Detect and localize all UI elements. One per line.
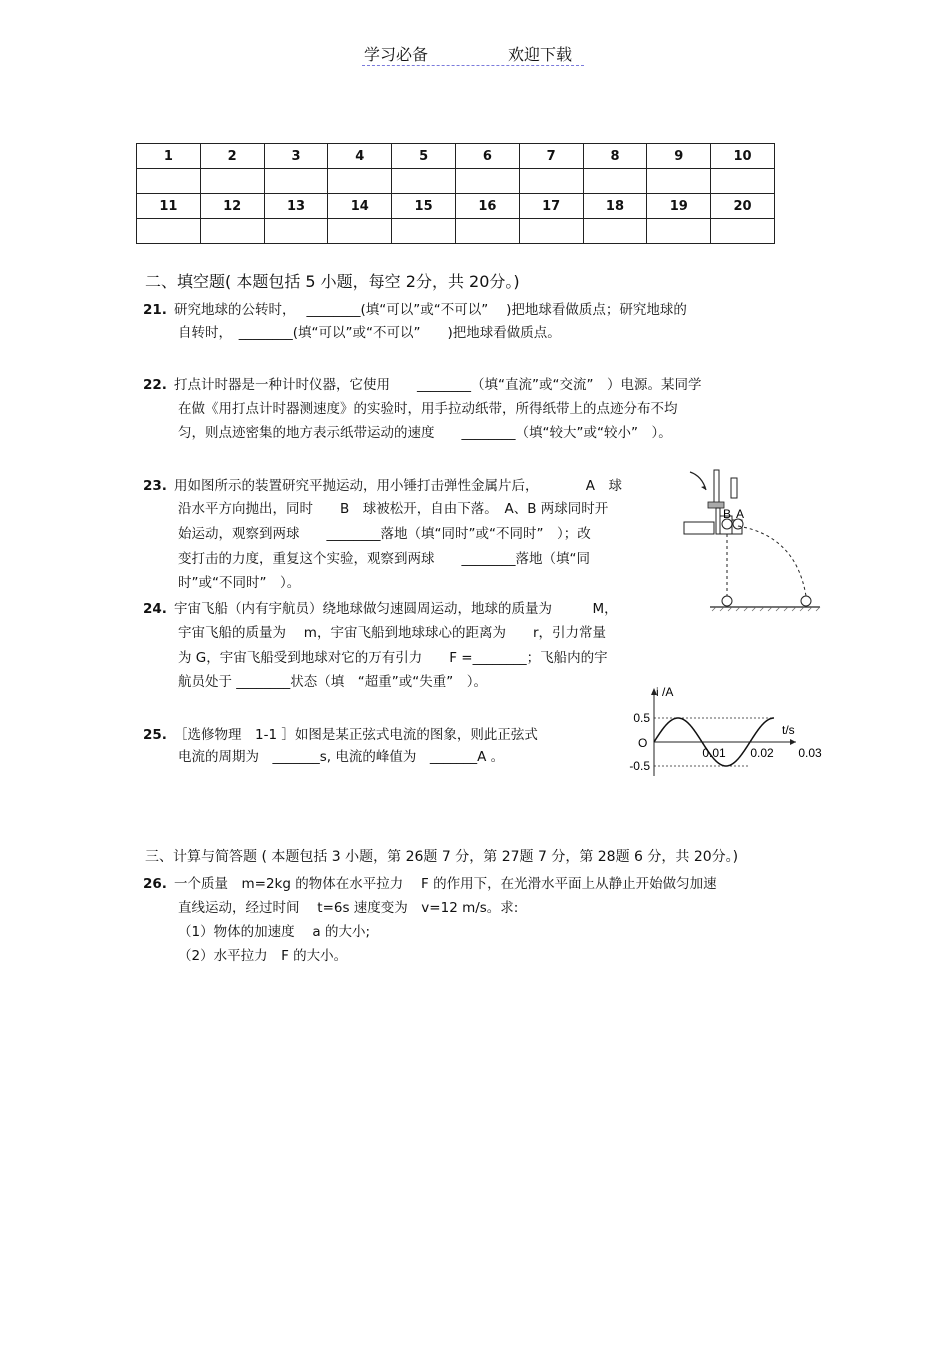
x-tick-label: 0.01 xyxy=(702,746,726,760)
answer-cell[interactable] xyxy=(583,169,647,194)
answer-cell[interactable] xyxy=(200,219,264,244)
answer-cell[interactable] xyxy=(711,169,775,194)
answer-cell[interactable] xyxy=(519,169,583,194)
header-left: 学习必备 xyxy=(364,45,429,64)
q23-line5: 时”或“不同时” ）。 xyxy=(178,575,301,591)
q23-line3: 始运动，观察到两球 ________落地（填“同时”或“不同时” ）；改 xyxy=(178,526,591,542)
answer-header-cell: 19 xyxy=(647,194,711,219)
page-header xyxy=(362,42,584,66)
answer-row-numbers-2 xyxy=(137,194,775,219)
q23-number: 23. xyxy=(143,478,167,494)
answer-header-cell: 15 xyxy=(392,194,456,219)
q21-line2: 自转时， ________(填“可以”或“不可以” )把地球看做质点。 xyxy=(178,325,561,341)
answer-header-cell: 13 xyxy=(264,194,328,219)
answer-cell[interactable] xyxy=(519,219,583,244)
q24-line1: 宇宙飞船（内有宇航员）绕地球做匀速圆周运动，地球的质量为 M， xyxy=(174,601,618,617)
answer-cell[interactable] xyxy=(137,219,201,244)
answer-table xyxy=(136,143,775,244)
q26-part2: （2）水平拉力 F 的大小。 xyxy=(178,948,348,964)
header-right: 欢迎下载 xyxy=(508,45,573,64)
q21-number: 21. xyxy=(143,302,167,318)
y-tick-label: -0.5 xyxy=(629,759,650,773)
answer-cell[interactable] xyxy=(328,169,392,194)
q22-line2: 在做《用打点计时器测速度》的实验时，用手拉动纸带，所得纸带上的点迹分布不均 xyxy=(178,401,678,417)
q24-number: 24. xyxy=(143,601,167,617)
answer-header-cell: 6 xyxy=(455,144,519,169)
answer-cell[interactable] xyxy=(264,219,328,244)
q26-part1: （1）物体的加速度 a 的大小; xyxy=(178,924,370,940)
answer-header-cell: 14 xyxy=(328,194,392,219)
answer-row-blank-2 xyxy=(137,219,775,244)
sine-current-chart xyxy=(620,684,822,784)
answer-header-cell: 10 xyxy=(711,144,775,169)
q24-line2: 宇宙飞船的质量为 m，宇宙飞船到地球球心的距离为 r，引力常量 xyxy=(178,625,606,641)
x-axis-arrow xyxy=(790,739,796,745)
answer-cell[interactable] xyxy=(328,219,392,244)
answer-cell[interactable] xyxy=(392,219,456,244)
y-tick-label: 0.5 xyxy=(633,711,650,725)
answer-header-cell: 20 xyxy=(711,194,775,219)
answer-header-cell: 1 xyxy=(137,144,201,169)
section2-title: 二、填空题( 本题包括 5 小题，每空 2分，共 20分。) xyxy=(145,272,520,291)
q21-line1: 研究地球的公转时， ________(填“可以”或“不可以” )把地球看做质点；研究地球的 xyxy=(174,302,687,318)
q25-number: 25. xyxy=(143,727,167,743)
answer-header-cell: 16 xyxy=(455,194,519,219)
y-axis-label: i /A xyxy=(656,685,674,699)
x-tick-label: 0.03 xyxy=(798,746,822,760)
answer-cell[interactable] xyxy=(647,169,711,194)
answer-header-cell: 7 xyxy=(519,144,583,169)
answer-row-numbers-1 xyxy=(137,144,775,169)
answer-row-blank-1 xyxy=(137,169,775,194)
answer-cell[interactable] xyxy=(455,219,519,244)
origin-label: O xyxy=(638,736,648,750)
q25-line2: 电流的周期为 _______s, 电流的峰值为 _______A 。 xyxy=(178,749,505,765)
answer-header-cell: 3 xyxy=(264,144,328,169)
answer-header-cell: 8 xyxy=(583,144,647,169)
fig-label-a: A xyxy=(736,507,745,521)
answer-header-cell: 11 xyxy=(137,194,201,219)
x-axis-label: t/s xyxy=(782,723,795,737)
answer-header-cell: 17 xyxy=(519,194,583,219)
q22-line1: 打点计时器是一种计时仪器，它使用 ________（填“直流”或“交流” ）电源。某同学 xyxy=(174,377,702,393)
answer-header-cell: 9 xyxy=(647,144,711,169)
q23-line2: 沿水平方向抛出，同时 B 球被松开，自由下落。 A、B 两球同时开 xyxy=(178,501,609,517)
q26-line2: 直线运动，经过时间 t=6s 速度变为 v=12 m/s。求: xyxy=(178,900,519,916)
q25-line1: ［选修物理 1-1 ］如图是某正弦式电流的图象，则此正弦式 xyxy=(174,727,538,743)
q23-line1: 用如图所示的装置研究平抛运动，用小锤打击弹性金属片后， A 球 xyxy=(174,478,622,494)
answer-cell[interactable] xyxy=(455,169,519,194)
q23-line4: 变打击的力度，重复这个实验，观察到两球 ________落地（填“同 xyxy=(178,551,590,567)
answer-cell[interactable] xyxy=(200,169,264,194)
q26-number: 26. xyxy=(143,876,167,892)
q22-line3: 匀，则点迹密集的地方表示纸带运动的速度 ________（填“较大”或“较小” ）。 xyxy=(178,425,672,441)
fig-label-b: B xyxy=(723,507,732,521)
answer-cell[interactable] xyxy=(264,169,328,194)
answer-cell[interactable] xyxy=(583,219,647,244)
answer-cell[interactable] xyxy=(711,219,775,244)
q26-line1: 一个质量 m=2kg 的物体在水平拉力 F 的作用下，在光滑水平面上从静止开始做匀加速 xyxy=(174,876,717,892)
x-tick-label: 0.02 xyxy=(750,746,774,760)
answer-header-cell: 5 xyxy=(392,144,456,169)
answer-header-cell: 2 xyxy=(200,144,264,169)
answer-header-cell: 12 xyxy=(200,194,264,219)
q24-line3: 为 G，宇宙飞船受到地球对它的万有引力 F =________；飞船内的宇 xyxy=(178,650,608,666)
section3-title: 三、计算与简答题 ( 本题包括 3 小题，第 26题 7 分，第 27题 7 分，第 28题 6 分，共 20分。) xyxy=(145,849,739,865)
projectile-apparatus-figure xyxy=(676,466,822,616)
q24-line4: 航员处于 ________状态（填 “超重”或“失重” ）。 xyxy=(178,674,488,690)
answer-cell[interactable] xyxy=(392,169,456,194)
answer-header-cell: 4 xyxy=(328,144,392,169)
answer-cell[interactable] xyxy=(137,169,201,194)
answer-header-cell: 18 xyxy=(583,194,647,219)
answer-cell[interactable] xyxy=(647,219,711,244)
q22-number: 22. xyxy=(143,377,167,393)
